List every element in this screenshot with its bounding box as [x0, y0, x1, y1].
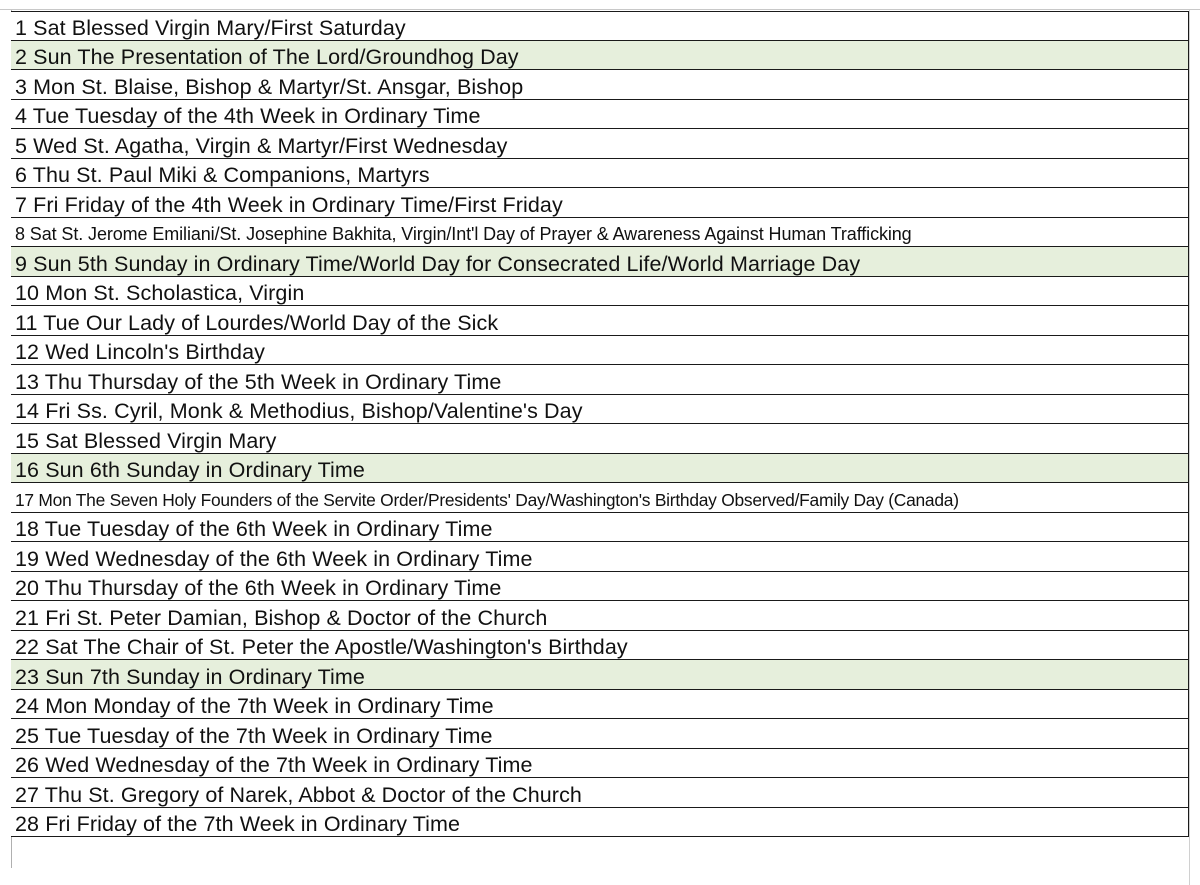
- cell-text: 15 Sat Blessed Virgin Mary: [15, 428, 277, 453]
- table-row[interactable]: [11, 513, 1189, 543]
- cell-text: 1 Sat Blessed Virgin Mary/First Saturday: [15, 15, 406, 40]
- cell-text: 24 Mon Monday of the 7th Week in Ordinary Time: [15, 694, 494, 718]
- table-row[interactable]: [11, 749, 1189, 779]
- table-row[interactable]: [11, 454, 1189, 484]
- cell-text: 18 Tue Tuesday of the 6th Week in Ordinary Time: [15, 517, 493, 541]
- table-row[interactable]: [11, 41, 1189, 71]
- cell-text: 17 Mon The Seven Holy Founders of the Servite Order/Presidents' Day/Washington's Birthday Observed/Family Day (Canada): [15, 489, 959, 510]
- cell-text: 25 Tue Tuesday of the 7th Week in Ordinary Time: [15, 723, 493, 748]
- table-row[interactable]: [11, 247, 1189, 277]
- empty-row[interactable]: [11, 868, 1190, 885]
- cell-text: 12 Wed Lincoln's Birthday: [15, 340, 266, 364]
- table-row[interactable]: [11, 70, 1189, 100]
- cell-text: 14 Fri Ss. Cyril, Monk & Methodius, Bishop/Valentine's Day: [15, 399, 583, 423]
- column-divider: [1189, 10, 1190, 885]
- cell-text: 10 Mon St. Scholastica, Virgin: [15, 281, 305, 305]
- table-row[interactable]: [11, 395, 1189, 425]
- table-row[interactable]: [11, 483, 1189, 513]
- cell-text: 5 Wed St. Agatha, Virgin & Martyr/First Wednesday: [15, 133, 508, 158]
- cell-text: 28 Fri Friday of the 7th Week in Ordinary Time: [15, 812, 461, 836]
- table-row[interactable]: [11, 631, 1189, 661]
- cell-text: 4 Tue Tuesday of the 4th Week in Ordinary Time: [15, 104, 481, 128]
- cell-text: 2 Sun The Presentation of The Lord/Groundhog Day: [15, 45, 519, 69]
- cell-text: 23 Sun 7th Sunday in Ordinary Time: [15, 664, 365, 689]
- table-row[interactable]: [11, 159, 1189, 189]
- cell-text: 19 Wed Wednesday of the 6th Week in Ordinary Time: [15, 546, 533, 571]
- sheet-top-edge: [0, 0, 1200, 10]
- cell-text: 8 Sat St. Jerome Emiliani/St. Josephine Bakhita, Virgin/Int'l Day of Prayer & Awareness Against Human Trafficking: [15, 224, 912, 244]
- cell-text: 7 Fri Friday of the 4th Week in Ordinary Time/First Friday: [15, 192, 563, 217]
- table-row[interactable]: [11, 808, 1189, 838]
- table-row[interactable]: [11, 336, 1189, 366]
- table-row[interactable]: [11, 218, 1189, 248]
- table-row[interactable]: [11, 365, 1189, 395]
- table-row[interactable]: [11, 424, 1189, 454]
- table-row[interactable]: [11, 572, 1189, 602]
- table-row[interactable]: [11, 100, 1189, 130]
- table-row[interactable]: [11, 690, 1189, 720]
- table-row[interactable]: [11, 778, 1189, 808]
- cell-text: 22 Sat The Chair of St. Peter the Apostle/Washington's Birthday: [15, 635, 628, 659]
- table-row[interactable]: [11, 277, 1189, 307]
- table-row[interactable]: [11, 719, 1189, 749]
- cell-text: 27 Thu St. Gregory of Narek, Abbot & Doctor of the Church: [15, 782, 582, 807]
- table-row[interactable]: [11, 601, 1189, 631]
- cell-text: 20 Thu Thursday of the 6th Week in Ordinary Time: [15, 576, 502, 600]
- table-row[interactable]: [11, 11, 1189, 41]
- cell-text: 3 Mon St. Blaise, Bishop & Martyr/St. Ansgar, Bishop: [15, 74, 524, 99]
- cell-text: 26 Wed Wednesday of the 7th Week in Ordinary Time: [15, 753, 533, 777]
- cell-text: 21 Fri St. Peter Damian, Bishop & Doctor of the Church: [15, 605, 548, 630]
- table-row[interactable]: [11, 129, 1189, 159]
- cell-text: 11 Tue Our Lady of Lourdes/World Day of the Sick: [15, 310, 499, 335]
- cell-text: 13 Thu Thursday of the 5th Week in Ordinary Time: [15, 369, 502, 394]
- cell-text: 9 Sun 5th Sunday in Ordinary Time/World Day for Consecrated Life/World Marriage Day: [15, 251, 861, 276]
- table-row[interactable]: [11, 188, 1189, 218]
- cell-column: [11, 11, 1189, 837]
- table-row[interactable]: [11, 660, 1189, 690]
- table-row[interactable]: [11, 542, 1189, 572]
- cell-text: 16 Sun 6th Sunday in Ordinary Time: [15, 458, 365, 482]
- table-row[interactable]: [11, 306, 1189, 336]
- cell-text: 6 Thu St. Paul Miki & Companions, Martyrs: [15, 163, 430, 187]
